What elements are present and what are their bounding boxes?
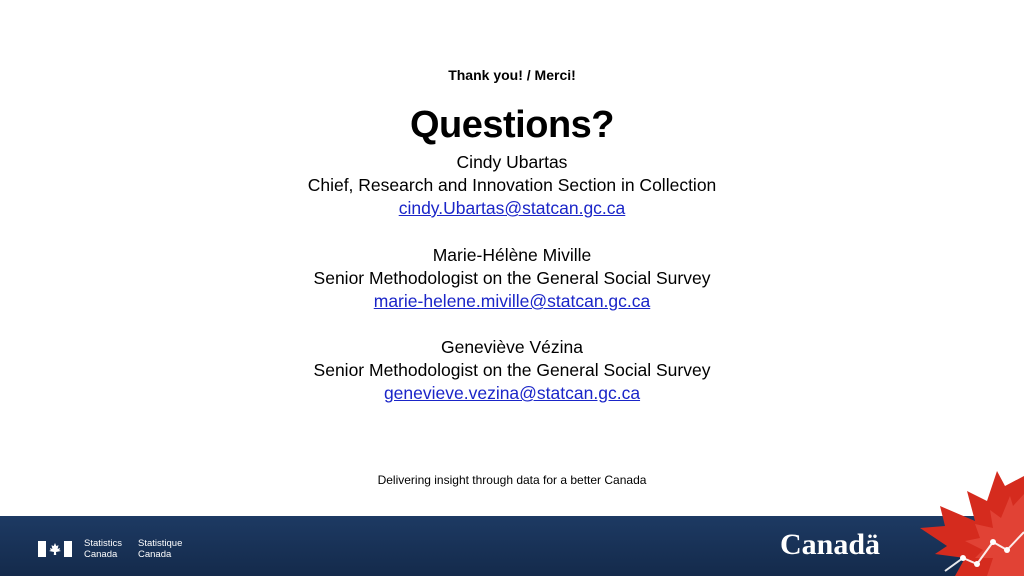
tagline: Delivering insight through data for a better Canada xyxy=(377,473,647,487)
agency-name-en: Statistics Canada xyxy=(84,538,123,560)
contact-block xyxy=(0,244,1024,313)
contact-email-link[interactable]: cindy.Ubartas@statcan.gc.ca xyxy=(398,198,626,218)
contact-email-link[interactable]: genevieve.vezina@statcan.gc.ca xyxy=(383,383,641,403)
footer-bar xyxy=(0,516,1024,576)
contact-name: Marie-Hélène Miville xyxy=(432,245,592,265)
contact-name: Geneviève Vézina xyxy=(440,337,584,357)
thank-you-text: Thank you! / Merci! xyxy=(448,67,576,83)
contact-title: Senior Methodologist on the General Social Survey xyxy=(313,268,711,288)
canada-flag-icon xyxy=(38,541,72,557)
canada-wordmark: Canadä xyxy=(780,528,881,561)
contact-title: Chief, Research and Innovation Section in Collection xyxy=(307,175,717,195)
contact-title: Senior Methodologist on the General Social Survey xyxy=(313,360,711,380)
questions-heading: Questions? xyxy=(409,104,615,146)
contact-email-link[interactable]: marie-helene.miville@statcan.gc.ca xyxy=(373,291,651,311)
contact-name: Cindy Ubartas xyxy=(456,152,568,172)
maple-leaf-icon xyxy=(905,446,1024,576)
contact-block xyxy=(0,151,1024,220)
contact-block xyxy=(0,336,1024,405)
agency-name-fr: Statistique Canada xyxy=(138,538,183,560)
